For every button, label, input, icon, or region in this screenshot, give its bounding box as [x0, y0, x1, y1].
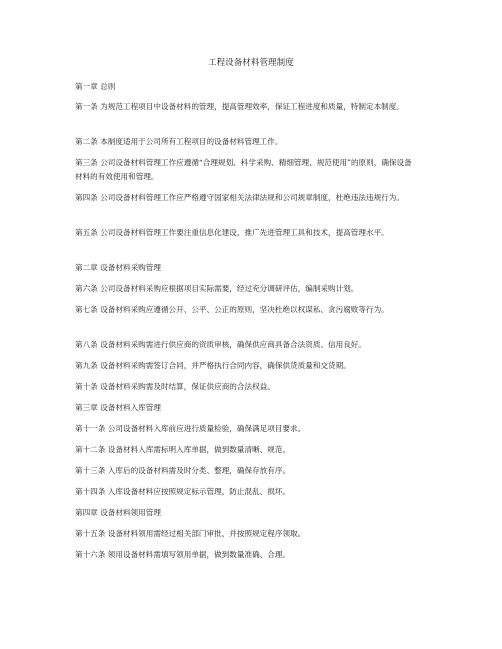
article-paragraph: 第八条 设备材料采购需进行供应商的资质审核，确保供应商具备合法资质、信用良好。	[75, 340, 366, 349]
article-paragraph: 第十条 设备材料采购需及时结算，保证供应商的合法权益。	[75, 382, 275, 391]
article-paragraph: 第十六条 领用设备材料需填写领用单据，做到数量准确、合理。	[75, 550, 291, 559]
article-paragraph: 第二条 本制度适用于公司所有工程项目的设备材料管理工作。	[75, 137, 283, 146]
article-paragraph: 第九条 设备材料采购需签订合同，并严格执行合同内容，确保供货质量和交货期。	[75, 361, 351, 370]
article-paragraph: 第五条 公司设备材料管理工作要注重信息化建设，推广先进管理工具和技术，提高管理水平。	[75, 228, 389, 237]
article-paragraph: 第一条 为规范工程项目中设备材料的管理，提高管理效率，保证工程进度和质量，特制定本制度。	[75, 102, 404, 111]
article-paragraph: 第六条 公司设备材料采购应根据项目实际需要，经过充分调研评估，编制采购计划。	[75, 284, 359, 293]
chapter-heading: 第三章 设备材料入库管理	[75, 403, 161, 412]
chapter-heading: 第四章 设备材料领用管理	[75, 508, 161, 517]
document-title: 工程设备材料管理制度	[208, 57, 294, 67]
article-paragraph: 第三条 公司设备材料管理工作应遵循“合理规划、科学采购、精细管理、规范使用”的原则，确保设备材料的有效使用和管理。	[75, 158, 412, 181]
article-paragraph: 第七条 设备材料采购应遵循公开、公平、公正的原则，坚决杜绝以权谋私、贪污腐败等行为。	[75, 305, 389, 314]
chapter-heading: 第二章 设备材料采购管理	[75, 263, 161, 272]
article-paragraph: 第十四条 入库设备材料应按照规定标示管理，防止混乱、损坏。	[75, 487, 291, 496]
chapter-heading: 第一章 总则	[75, 82, 116, 91]
article-paragraph: 第十一条 公司设备材料入库前应进行质量检验，确保满足项目要求。	[75, 424, 306, 433]
article-paragraph: 第四条 公司设备材料管理工作应严格遵守国家相关法律法规和公司规章制度，杜绝违法违规行为。	[75, 193, 404, 202]
article-paragraph: 第十二条 设备材料入库需标明入库单据，做到数量清晰、规范。	[75, 445, 291, 454]
article-paragraph: 第十五条 设备材料领用需经过相关部门审批，并按照规定程序领取。	[75, 529, 306, 538]
article-paragraph: 第十三条 入库后的设备材料需及时分类、整理，确保存放有序。	[75, 466, 291, 475]
